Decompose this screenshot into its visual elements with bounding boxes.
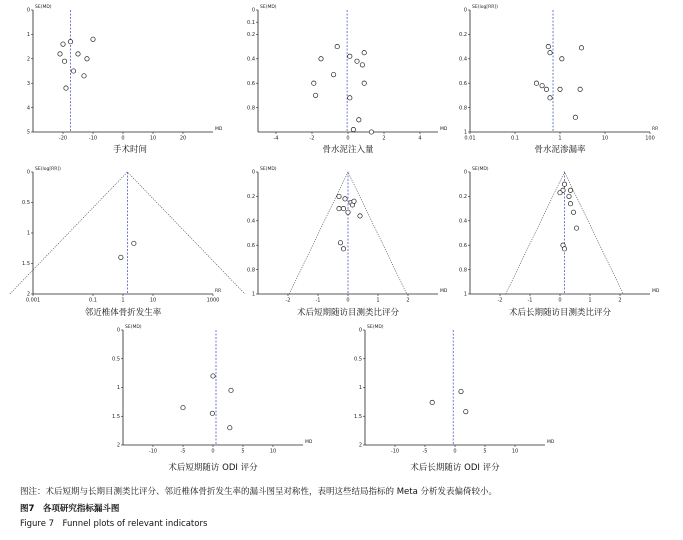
study-point xyxy=(362,51,366,55)
chart-title: 术后长期随访目测类比评分 xyxy=(508,308,612,318)
y-tick-label: 0.2 xyxy=(247,194,255,201)
y-tick-label: 0.4 xyxy=(247,218,255,225)
y-tick-label: 0.1 xyxy=(247,19,255,26)
x-tick-label: 0 xyxy=(346,297,350,304)
y-axis-label: SE(MD) xyxy=(35,5,52,10)
x-tick-label: -5 xyxy=(180,448,186,455)
x-tick-label: 1 xyxy=(558,135,562,142)
y-tick-label: 0.4 xyxy=(459,218,467,225)
x-tick-label: 10 xyxy=(149,297,157,304)
funnel-plot-8 xyxy=(354,324,555,473)
study-point xyxy=(348,96,352,100)
y-tick-label: 4 xyxy=(26,105,30,112)
study-point xyxy=(351,127,355,131)
y-tick-label: 0 xyxy=(463,169,467,176)
y-tick-label: 0.2 xyxy=(247,32,255,39)
x-tick-label: -5 xyxy=(422,448,428,455)
y-tick-label: 1 xyxy=(463,291,467,298)
study-point xyxy=(62,59,66,63)
y-tick-label: 0 xyxy=(251,169,255,176)
study-point xyxy=(337,206,341,210)
study-point xyxy=(459,389,463,393)
x-tick-label: 5 xyxy=(483,448,487,455)
x-tick-label: 5 xyxy=(241,448,245,455)
chart-title: 骨水泥渗漏率 xyxy=(534,145,586,155)
study-point xyxy=(119,255,123,259)
y-tick-label: 0.8 xyxy=(247,105,255,112)
figure-note: 图注：术后短期与长期目测类比评分、邻近椎体骨折发生率的漏斗图呈对称性，表明这些结局指标的 Meta 分析发表偏倚较小。 xyxy=(20,487,498,497)
study-point xyxy=(346,210,350,214)
x-tick-label: 0.01 xyxy=(464,135,476,142)
y-tick-label: 0.6 xyxy=(459,80,467,87)
x-tick-label: 0 xyxy=(121,135,125,142)
x-tick-label: 2 xyxy=(618,297,622,304)
x-tick-label: 10 xyxy=(511,448,519,455)
x-tick-label: 4 xyxy=(418,135,422,142)
study-point xyxy=(369,130,373,134)
x-tick-label: 0.1 xyxy=(89,297,97,304)
study-point xyxy=(558,191,562,195)
chart-title: 骨水泥注入量 xyxy=(322,145,374,155)
study-point xyxy=(343,197,347,201)
study-point xyxy=(61,42,65,46)
x-tick-label: -10 xyxy=(88,135,98,142)
funnel-plot-6 xyxy=(459,166,660,318)
study-point xyxy=(341,247,345,251)
y-axis-label: SE(log[RR]) xyxy=(35,167,61,172)
y-axis-label: SE(MD) xyxy=(125,325,142,330)
chart-title: 术后短期随访 ODI 评分 xyxy=(168,463,258,473)
study-point xyxy=(544,87,548,91)
study-point xyxy=(360,63,364,67)
x-tick-label: 0 xyxy=(453,448,457,455)
x-axis-label: MD xyxy=(440,289,448,294)
study-point xyxy=(85,57,89,61)
y-axis-label: SE(MD) xyxy=(472,167,489,172)
y-tick-label: 2 xyxy=(26,291,30,298)
study-point xyxy=(181,405,185,409)
study-point xyxy=(548,51,552,55)
study-point xyxy=(71,69,75,73)
study-point xyxy=(132,241,136,245)
x-tick-label: 1 xyxy=(376,297,380,304)
y-tick-label: 0.6 xyxy=(247,242,255,249)
y-tick-label: 0.2 xyxy=(459,32,467,39)
study-point xyxy=(352,199,356,203)
study-point xyxy=(464,409,468,413)
study-point xyxy=(341,206,345,210)
study-point xyxy=(560,57,564,61)
study-point xyxy=(568,202,572,206)
y-tick-label: 2 xyxy=(26,56,30,63)
study-point xyxy=(313,93,317,97)
study-point xyxy=(338,241,342,245)
funnel-plot-4 xyxy=(10,166,245,318)
study-point xyxy=(558,87,562,91)
y-tick-label: 0 xyxy=(116,327,120,334)
funnel-plot-5 xyxy=(247,166,448,318)
x-tick-label: -10 xyxy=(148,448,158,455)
study-point xyxy=(357,118,361,122)
study-point xyxy=(337,194,341,198)
funnel-plot-1 xyxy=(27,4,223,155)
study-point xyxy=(82,74,86,78)
x-tick-label: -1 xyxy=(527,297,533,304)
y-tick-label: 0.4 xyxy=(247,56,255,63)
y-tick-label: 2 xyxy=(116,442,120,449)
x-axis-label: MD xyxy=(440,127,448,132)
y-tick-label: 3 xyxy=(26,80,30,87)
x-axis-label: MD xyxy=(305,440,313,445)
chart-title: 邻近椎体骨折发生率 xyxy=(84,308,162,318)
x-tick-label: -4 xyxy=(273,135,279,142)
study-point xyxy=(91,37,95,41)
funnel-plot-2 xyxy=(247,4,448,155)
chart-title: 术后长期随访 ODI 评分 xyxy=(410,463,500,473)
x-tick-label: 20 xyxy=(179,135,187,142)
study-point xyxy=(58,52,62,56)
study-point xyxy=(574,226,578,230)
y-tick-label: 0.5 xyxy=(22,200,30,207)
chart-title: 术后短期随访目测类比评分 xyxy=(296,308,400,318)
study-point xyxy=(548,96,552,100)
funnel-plot-3 xyxy=(459,4,658,155)
y-tick-label: 0 xyxy=(26,7,30,14)
y-tick-label: 0.2 xyxy=(459,194,467,201)
study-point xyxy=(312,81,316,85)
study-point xyxy=(319,57,323,61)
y-tick-label: 5 xyxy=(26,129,30,136)
y-tick-label: 0.8 xyxy=(459,267,467,274)
y-tick-label: 0.8 xyxy=(247,267,255,274)
x-tick-label: -10 xyxy=(390,448,400,455)
y-tick-label: 1.5 xyxy=(22,261,30,268)
study-point xyxy=(211,374,215,378)
x-axis-label: MD xyxy=(215,127,223,132)
y-tick-label: 1.5 xyxy=(112,413,120,420)
study-point xyxy=(430,400,434,404)
study-point xyxy=(335,44,339,48)
y-tick-label: 0.5 xyxy=(354,356,362,363)
x-tick-label: 0 xyxy=(211,448,215,455)
y-tick-label: 2 xyxy=(358,442,362,449)
study-point xyxy=(568,188,572,192)
y-tick-label: 0.5 xyxy=(112,356,120,363)
x-tick-label: 10 xyxy=(149,135,157,142)
figure-caption-cn: 图7 各项研究指标漏斗图 xyxy=(20,504,120,514)
y-tick-label: 0.4 xyxy=(459,56,467,63)
x-tick-label: 1000 xyxy=(206,297,220,304)
y-tick-label: 1 xyxy=(463,129,467,136)
study-point xyxy=(331,72,335,76)
x-tick-label: 2 xyxy=(406,297,410,304)
study-point xyxy=(362,81,366,85)
x-axis-label: MD xyxy=(547,440,555,445)
x-tick-label: 1 xyxy=(588,297,592,304)
x-tick-label: 10 xyxy=(601,135,609,142)
y-tick-label: 0.6 xyxy=(247,80,255,87)
x-tick-label: 2 xyxy=(382,135,386,142)
x-tick-label: -2 xyxy=(285,297,291,304)
y-tick-label: 0.8 xyxy=(459,105,467,112)
x-tick-label: -2 xyxy=(309,135,315,142)
x-tick-label: 0.1 xyxy=(511,135,519,142)
study-point xyxy=(573,115,577,119)
y-tick-label: 0.6 xyxy=(459,242,467,249)
study-point xyxy=(534,81,538,85)
study-point xyxy=(571,210,575,214)
y-axis-label: SE(MD) xyxy=(260,167,277,172)
y-tick-label: 1 xyxy=(26,230,30,237)
x-tick-label: 0 xyxy=(346,135,350,142)
study-point xyxy=(546,44,550,48)
study-point xyxy=(210,411,214,415)
y-tick-label: 0 xyxy=(251,7,255,14)
x-tick-label: 0.001 xyxy=(25,297,41,304)
study-point xyxy=(64,86,68,90)
x-tick-label: 10 xyxy=(269,448,277,455)
study-point xyxy=(228,426,232,430)
figure-caption-en: Figure 7 Funnel plots of relevant indicators xyxy=(20,519,208,529)
y-tick-label: 1 xyxy=(26,32,30,39)
y-axis-label: SE(MD) xyxy=(260,5,277,10)
study-point xyxy=(562,182,566,186)
x-axis-label: MD xyxy=(652,289,660,294)
x-tick-label: 0 xyxy=(558,297,562,304)
x-tick-label: 100 xyxy=(645,135,655,142)
y-tick-label: 0 xyxy=(463,7,467,14)
x-tick-label: 1 xyxy=(121,297,125,304)
y-tick-label: 1.5 xyxy=(354,413,362,420)
funnel-plot-7 xyxy=(112,324,313,473)
study-point xyxy=(358,214,362,218)
x-tick-label: -1 xyxy=(315,297,321,304)
study-point xyxy=(229,388,233,392)
y-tick-label: 1 xyxy=(358,385,362,392)
study-point xyxy=(355,59,359,63)
y-tick-label: 1 xyxy=(116,385,120,392)
x-axis-label: RR xyxy=(215,289,222,294)
y-axis-label: SE(log[RR]) xyxy=(472,5,498,10)
y-axis-label: SE(MD) xyxy=(367,325,384,330)
study-point xyxy=(68,40,72,44)
y-tick-label: 0 xyxy=(26,169,30,176)
study-point xyxy=(579,46,583,50)
study-point xyxy=(562,247,566,251)
study-point xyxy=(567,194,571,198)
x-tick-label: -20 xyxy=(58,135,68,142)
y-tick-label: 0 xyxy=(358,327,362,334)
study-point xyxy=(348,54,352,58)
x-axis-label: RR xyxy=(652,127,659,132)
study-point xyxy=(540,83,544,87)
y-tick-label: 1 xyxy=(251,291,255,298)
chart-title: 手术时间 xyxy=(112,145,148,155)
study-point xyxy=(578,87,582,91)
study-point xyxy=(76,52,80,56)
x-tick-label: -2 xyxy=(497,297,503,304)
